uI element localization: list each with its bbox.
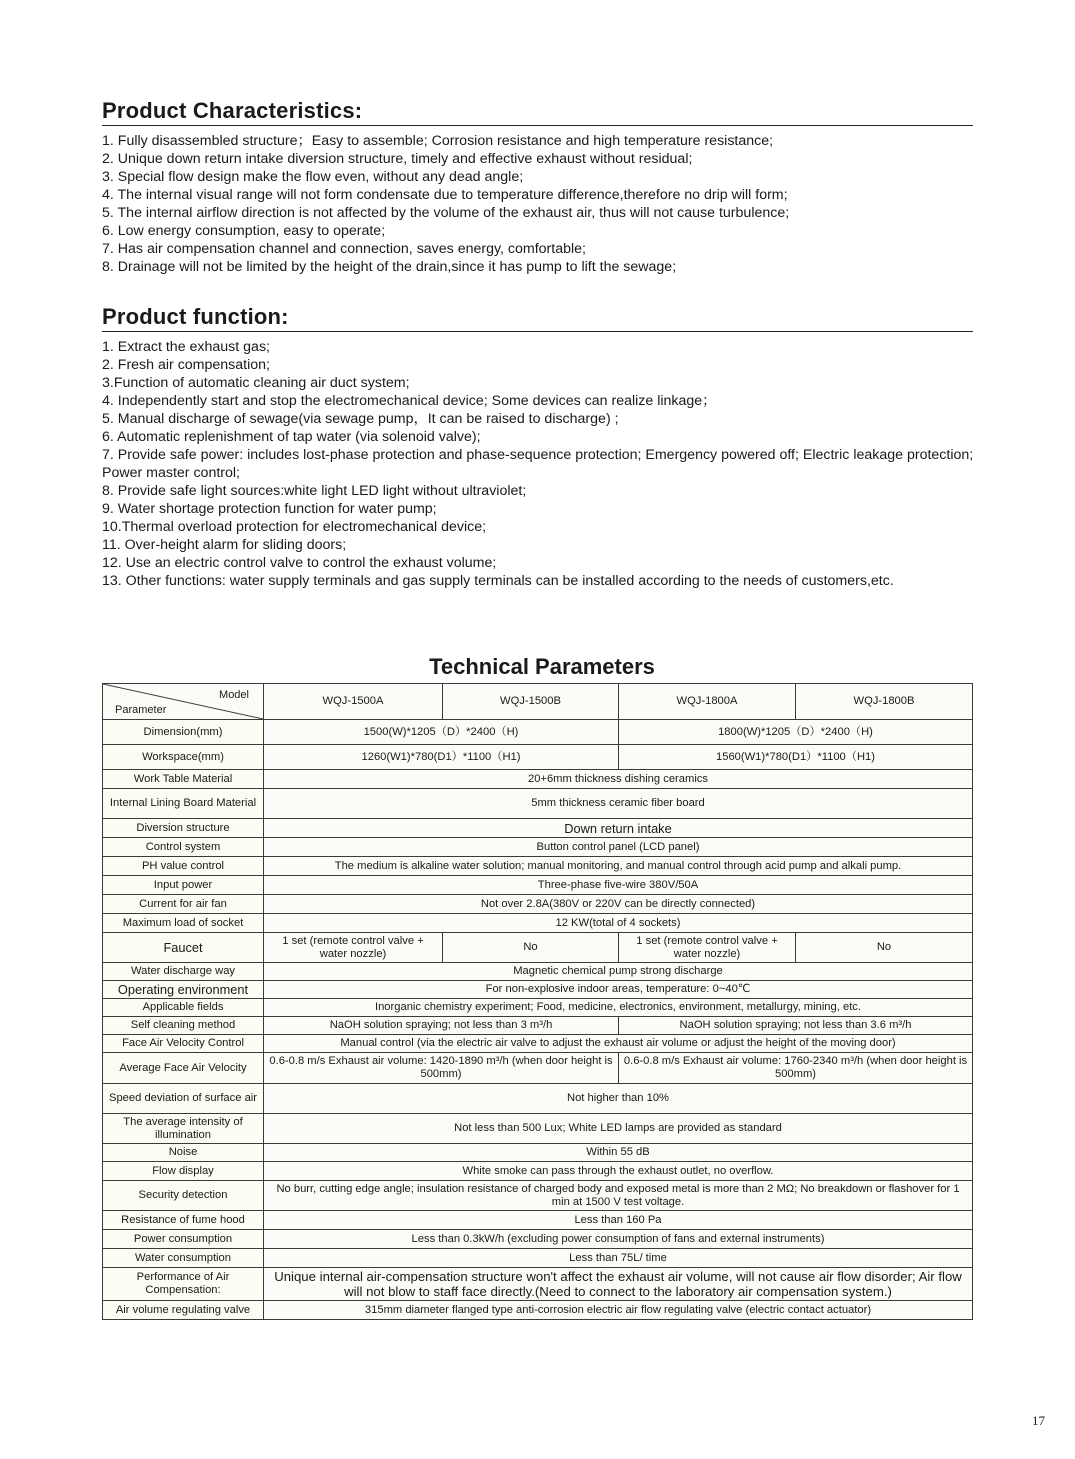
param-label: Water discharge way (103, 963, 264, 981)
list-item: 8. Drainage will not be limited by the height of the drain,since it has pump to lift the sewage; (102, 259, 677, 275)
table-row (103, 1114, 973, 1144)
param-label: Internal Lining Board Material (103, 789, 264, 819)
param-label: Self cleaning method (103, 1017, 264, 1035)
list-item: 7. Provide safe power: includes lost-phase protection and phase-sequence protection; Emergency powered off; Electric leakage protection; Power master control; (102, 447, 974, 481)
param-value: 5mm thickness ceramic fiber board (264, 789, 973, 819)
param-label: Average Face Air Velocity (103, 1053, 264, 1084)
table-row (103, 789, 973, 819)
list-item: 3.Function of automatic cleaning air duct system; (102, 375, 410, 391)
param-value: 315mm diameter flanged type anti-corrosion electric air flow regulating valve (electric contact actuator) (264, 1301, 973, 1320)
list-item: 9. Water shortage protection function for water pump; (102, 501, 437, 517)
technical-parameters-title: Technical Parameters (429, 654, 655, 679)
param-label: Resistance of fume hood (103, 1211, 264, 1230)
param-value: Button control panel (LCD panel) (264, 838, 973, 857)
param-label: Dimension(mm) (103, 720, 264, 745)
model-header-label: Model (219, 689, 249, 701)
table-row (103, 981, 973, 999)
model-header: WQJ-1800A (619, 684, 796, 720)
param-label: Faucet (103, 933, 264, 963)
param-label: Applicable fields (103, 999, 264, 1017)
param-value: For non-explosive indoor areas, temperature: 0~40℃ (264, 981, 973, 999)
characteristics-list (102, 132, 977, 276)
param-label: Face Air Velocity Control (103, 1035, 264, 1053)
param-value: NaOH solution spraying; not less than 3.6 m³/h (619, 1017, 973, 1035)
param-value: Unique internal air-compensation structure won't affect the exhaust air volume, will not cause air flow disorder; Air flow will not blow to staff face directly.(Need to connect to the laboratory air compensation system.) (264, 1268, 973, 1301)
list-item: 12. Use an electric control valve to control the exhaust volume; (102, 555, 497, 571)
param-value: Within 55 dB (264, 1144, 973, 1162)
list-item: 4. Independently start and stop the electromechanical device; Some devices can realize linkage； (102, 393, 717, 409)
param-label: Security detection (103, 1181, 264, 1211)
param-value: 1 set (remote control valve + water nozzle) (264, 933, 443, 963)
table-row (103, 1249, 973, 1268)
param-label: Water consumption (103, 1249, 264, 1268)
table-row (103, 914, 973, 933)
param-label: Air volume regulating valve (103, 1301, 264, 1320)
param-value: 12 KW(total of 4 sockets) (264, 914, 973, 933)
table-row (103, 770, 973, 789)
param-value: Down return intake (264, 819, 973, 838)
model-header: WQJ-1500B (443, 684, 619, 720)
param-label: Speed deviation of surface air (103, 1084, 264, 1114)
table-row (103, 838, 973, 857)
param-label: Diversion structure (103, 819, 264, 838)
param-label: Flow display (103, 1162, 264, 1181)
param-label: Input power (103, 876, 264, 895)
list-item: 2. Unique down return intake diversion structure, timely and effective exhaust without residual; (102, 151, 693, 167)
param-value: 0.6-0.8 m/s Exhaust air volume: 1760-2340 m³/h (when door height is 500mm) (619, 1053, 973, 1084)
table-row (103, 857, 973, 876)
param-value: Not over 2.8A(380V or 220V can be directly connected) (264, 895, 973, 914)
table-row (103, 1181, 973, 1211)
param-value: 1560(W1)*780(D1）*1100（H1) (619, 745, 973, 770)
param-value: 1800(W)*1205（D）*2400（H) (619, 720, 973, 745)
table-header-row (103, 684, 973, 720)
list-item: 2. Fresh air compensation; (102, 357, 270, 373)
param-value: Three-phase five-wire 380V/50A (264, 876, 973, 895)
param-value: Manual control (via the electric air valve to adjust the exhaust air volume or adjust the height of the moving door) (264, 1035, 973, 1053)
table-row (103, 963, 973, 981)
table-row (103, 876, 973, 895)
list-item: 6. Low energy consumption, easy to operate; (102, 223, 386, 239)
characteristics-title: Product Characteristics: (102, 98, 973, 126)
function-list (102, 338, 977, 590)
param-value: Not less than 500 Lux; White LED lamps are provided as standard (264, 1114, 973, 1144)
param-value: 1500(W)*1205（D）*2400（H) (264, 720, 619, 745)
table-row (103, 720, 973, 745)
param-label: Performance of Air Compensation: (103, 1268, 264, 1301)
param-label: Operating environment (103, 981, 264, 999)
param-label: Noise (103, 1144, 264, 1162)
param-value: No (443, 933, 619, 963)
list-item: 4. The internal visual range will not form condensate due to temperature difference,therefore no drip will form; (102, 187, 788, 203)
param-value: No burr, cutting edge angle; insulation resistance of charged body and exposed metal is more than 2 MΩ; No breakdown or flashover for 1 min at 1500 V test voltage. (264, 1181, 973, 1211)
param-value: The medium is alkaline water solution; manual monitoring, and manual control through acid pump and alkali pump. (264, 857, 973, 876)
model-header: WQJ-1800B (796, 684, 973, 720)
table-row (103, 895, 973, 914)
param-value: Less than 75L/ time (264, 1249, 973, 1268)
param-label: Current for air fan (103, 895, 264, 914)
function-title: Product function: (102, 304, 973, 332)
table-row (103, 1268, 973, 1301)
param-value: Not higher than 10% (264, 1084, 973, 1114)
page-number: 17 (1032, 1413, 1045, 1428)
list-item: 3. Special flow design make the flow even, without any dead angle; (102, 169, 524, 185)
param-value: Less than 160 Pa (264, 1211, 973, 1230)
param-label: Power consumption (103, 1230, 264, 1249)
technical-parameters-table (102, 683, 973, 1320)
param-value: Magnetic chemical pump strong discharge (264, 963, 973, 981)
table-row (103, 1301, 973, 1320)
param-label: Work Table Material (103, 770, 264, 789)
table-row (103, 1035, 973, 1053)
table-row (103, 1017, 973, 1035)
list-item: 5. Manual discharge of sewage(via sewage pump，It can be raised to discharge) ; (102, 411, 619, 427)
list-item: 10.Thermal overload protection for electromechanical device; (102, 519, 487, 535)
list-item: 1. Fully disassembled structure；Easy to assemble; Corrosion resistance and high temperature resistance; (102, 133, 774, 149)
list-item: 8. Provide safe light sources:white light LED light without ultraviolet; (102, 483, 527, 499)
param-value: Inorganic chemistry experiment; Food, medicine, electronics, environment, metallurgy, mining, etc. (264, 999, 973, 1017)
table-row (103, 1162, 973, 1181)
header-diagonal-cell (103, 684, 264, 720)
param-value: NaOH solution spraying; not less than 3 m³/h (264, 1017, 619, 1035)
param-value: 20+6mm thickness dishing ceramics (264, 770, 973, 789)
param-value: 1 set (remote control valve + water nozzle) (619, 933, 796, 963)
table-row (103, 745, 973, 770)
model-header: WQJ-1500A (264, 684, 443, 720)
list-item: 7. Has air compensation channel and connection, saves energy, comfortable; (102, 241, 586, 257)
param-label: Workspace(mm) (103, 745, 264, 770)
list-item: 11. Over-height alarm for sliding doors; (102, 537, 347, 553)
list-item: 13. Other functions: water supply terminals and gas supply terminals can be installed according to the needs of customers,etc. (102, 573, 894, 589)
table-row (103, 1230, 973, 1249)
list-item: 5. The internal airflow direction is not affected by the volume of the exhaust air, thus will not cause turbulence; (102, 205, 790, 221)
table-row (103, 933, 973, 963)
param-value: White smoke can pass through the exhaust outlet, no overflow. (264, 1162, 973, 1181)
table-row (103, 1144, 973, 1162)
param-label: Maximum load of socket (103, 914, 264, 933)
parameter-header-label: Parameter (115, 704, 167, 716)
table-row (103, 819, 973, 838)
table-row (103, 999, 973, 1017)
list-item: 1. Extract the exhaust gas; (102, 339, 270, 355)
table-row (103, 1211, 973, 1230)
param-value: Less than 0.3kW/h (excluding power consumption of fans and external instruments) (264, 1230, 973, 1249)
table-row (103, 1084, 973, 1114)
list-item: 6. Automatic replenishment of tap water (via solenoid valve); (102, 429, 481, 445)
param-value: 1260(W1)*780(D1）*1100（H1) (264, 745, 619, 770)
param-value: 0.6-0.8 m/s Exhaust air volume: 1420-1890 m³/h (when door height is 500mm) (264, 1053, 619, 1084)
table-row (103, 1053, 973, 1084)
param-label: Control system (103, 838, 264, 857)
param-value: No (796, 933, 973, 963)
param-label: The average intensity of illumination (103, 1114, 264, 1144)
param-label: PH value control (103, 857, 264, 876)
